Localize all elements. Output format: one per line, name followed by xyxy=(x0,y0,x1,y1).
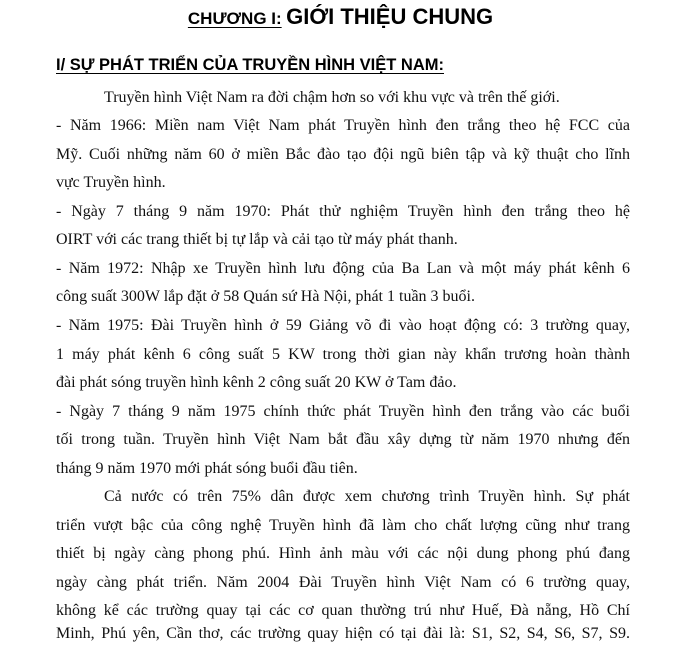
paragraph-line: tháng 9 năm 1970 mới phát sóng buổi đầu tiên. xyxy=(56,460,358,477)
paragraph-line: vực Truyền hình. xyxy=(56,174,166,191)
paragraph-line: 1 máy phát kênh 6 công suất 5 KW trong thời gian này khẩn trương hoàn thành xyxy=(56,346,630,363)
paragraph-line: triển vượt bậc của công nghệ Truyền hình đã làm cho chất lượng cũng như trang xyxy=(56,517,630,534)
chapter-title xyxy=(0,4,681,30)
paragraph-line: công suất 300W lắp đặt ở 58 Quán sứ Hà Nội, phát 1 tuần 3 buổi. xyxy=(56,288,475,305)
paragraph-line: - Ngày 7 tháng 9 năm 1970: Phát thử nghiệm Truyền hình đen trắng theo hệ xyxy=(56,203,630,220)
paragraph-line: tối trong tuần. Truyền hình Việt Nam bắt đầu xây dựng từ năm 1970 nhưng đến xyxy=(56,431,630,448)
paragraph-line: Minh, Phú yên, Cần thơ, các trường quay hiện có tại đài là: S1, S2, S4, S6, S7, S9. xyxy=(56,625,630,642)
paragraph-line: - Ngày 7 tháng 9 năm 1975 chính thức phát Truyền hình đen trắng vào các buổi xyxy=(56,403,630,420)
chapter-heading: GIỚI THIỆU CHUNG xyxy=(286,4,494,29)
paragraph-line: - Năm 1975: Đài Truyền hình ở 59 Giảng võ đi vào hoạt động có: 3 trường quay, xyxy=(56,317,630,334)
paragraph-line: - Năm 1966: Miền nam Việt Nam phát Truyền hình đen trắng theo hệ FCC của xyxy=(56,117,630,134)
paragraph-line: đài phát sóng truyền hình kênh 2 công suất 20 KW ở Tam đảo. xyxy=(56,374,457,391)
section-heading: I/ SỰ PHÁT TRIỂN CỦA TRUYỀN HÌNH VIỆT NAM: xyxy=(56,56,444,74)
paragraph-line: thiết bị ngày càng phong phú. Hình ảnh màu với các nội dung phong phú đang xyxy=(56,545,630,562)
paragraph-line: không kể các trường quay tại các cơ quan thường trú như Huế, Đà nẵng, Hồ Chí xyxy=(56,602,630,619)
chapter-prefix: CHƯƠNG I: xyxy=(187,9,282,28)
paragraph-line: ngày càng phát triển. Năm 2004 Đài Truyền hình Việt Nam có 6 trường quay, xyxy=(56,574,630,591)
paragraph-line: OIRT với các trang thiết bị tự lắp và cải tạo từ máy phát thanh. xyxy=(56,231,458,248)
paragraph-line: Mỹ. Cuối những năm 60 ở miền Bắc đào tạo đội ngũ biên tập và kỹ thuật cho lĩnh xyxy=(56,146,630,163)
paragraph-line: Truyền hình Việt Nam ra đời chậm hơn so với khu vực và trên thế giới. xyxy=(104,89,560,106)
paragraph-line: - Năm 1972: Nhập xe Truyền hình lưu động của Ba Lan và một máy phát kênh 6 xyxy=(56,260,630,277)
paragraph-line: Cả nước có trên 75% dân được xem chương trình Truyền hình. Sự phát xyxy=(104,488,630,505)
